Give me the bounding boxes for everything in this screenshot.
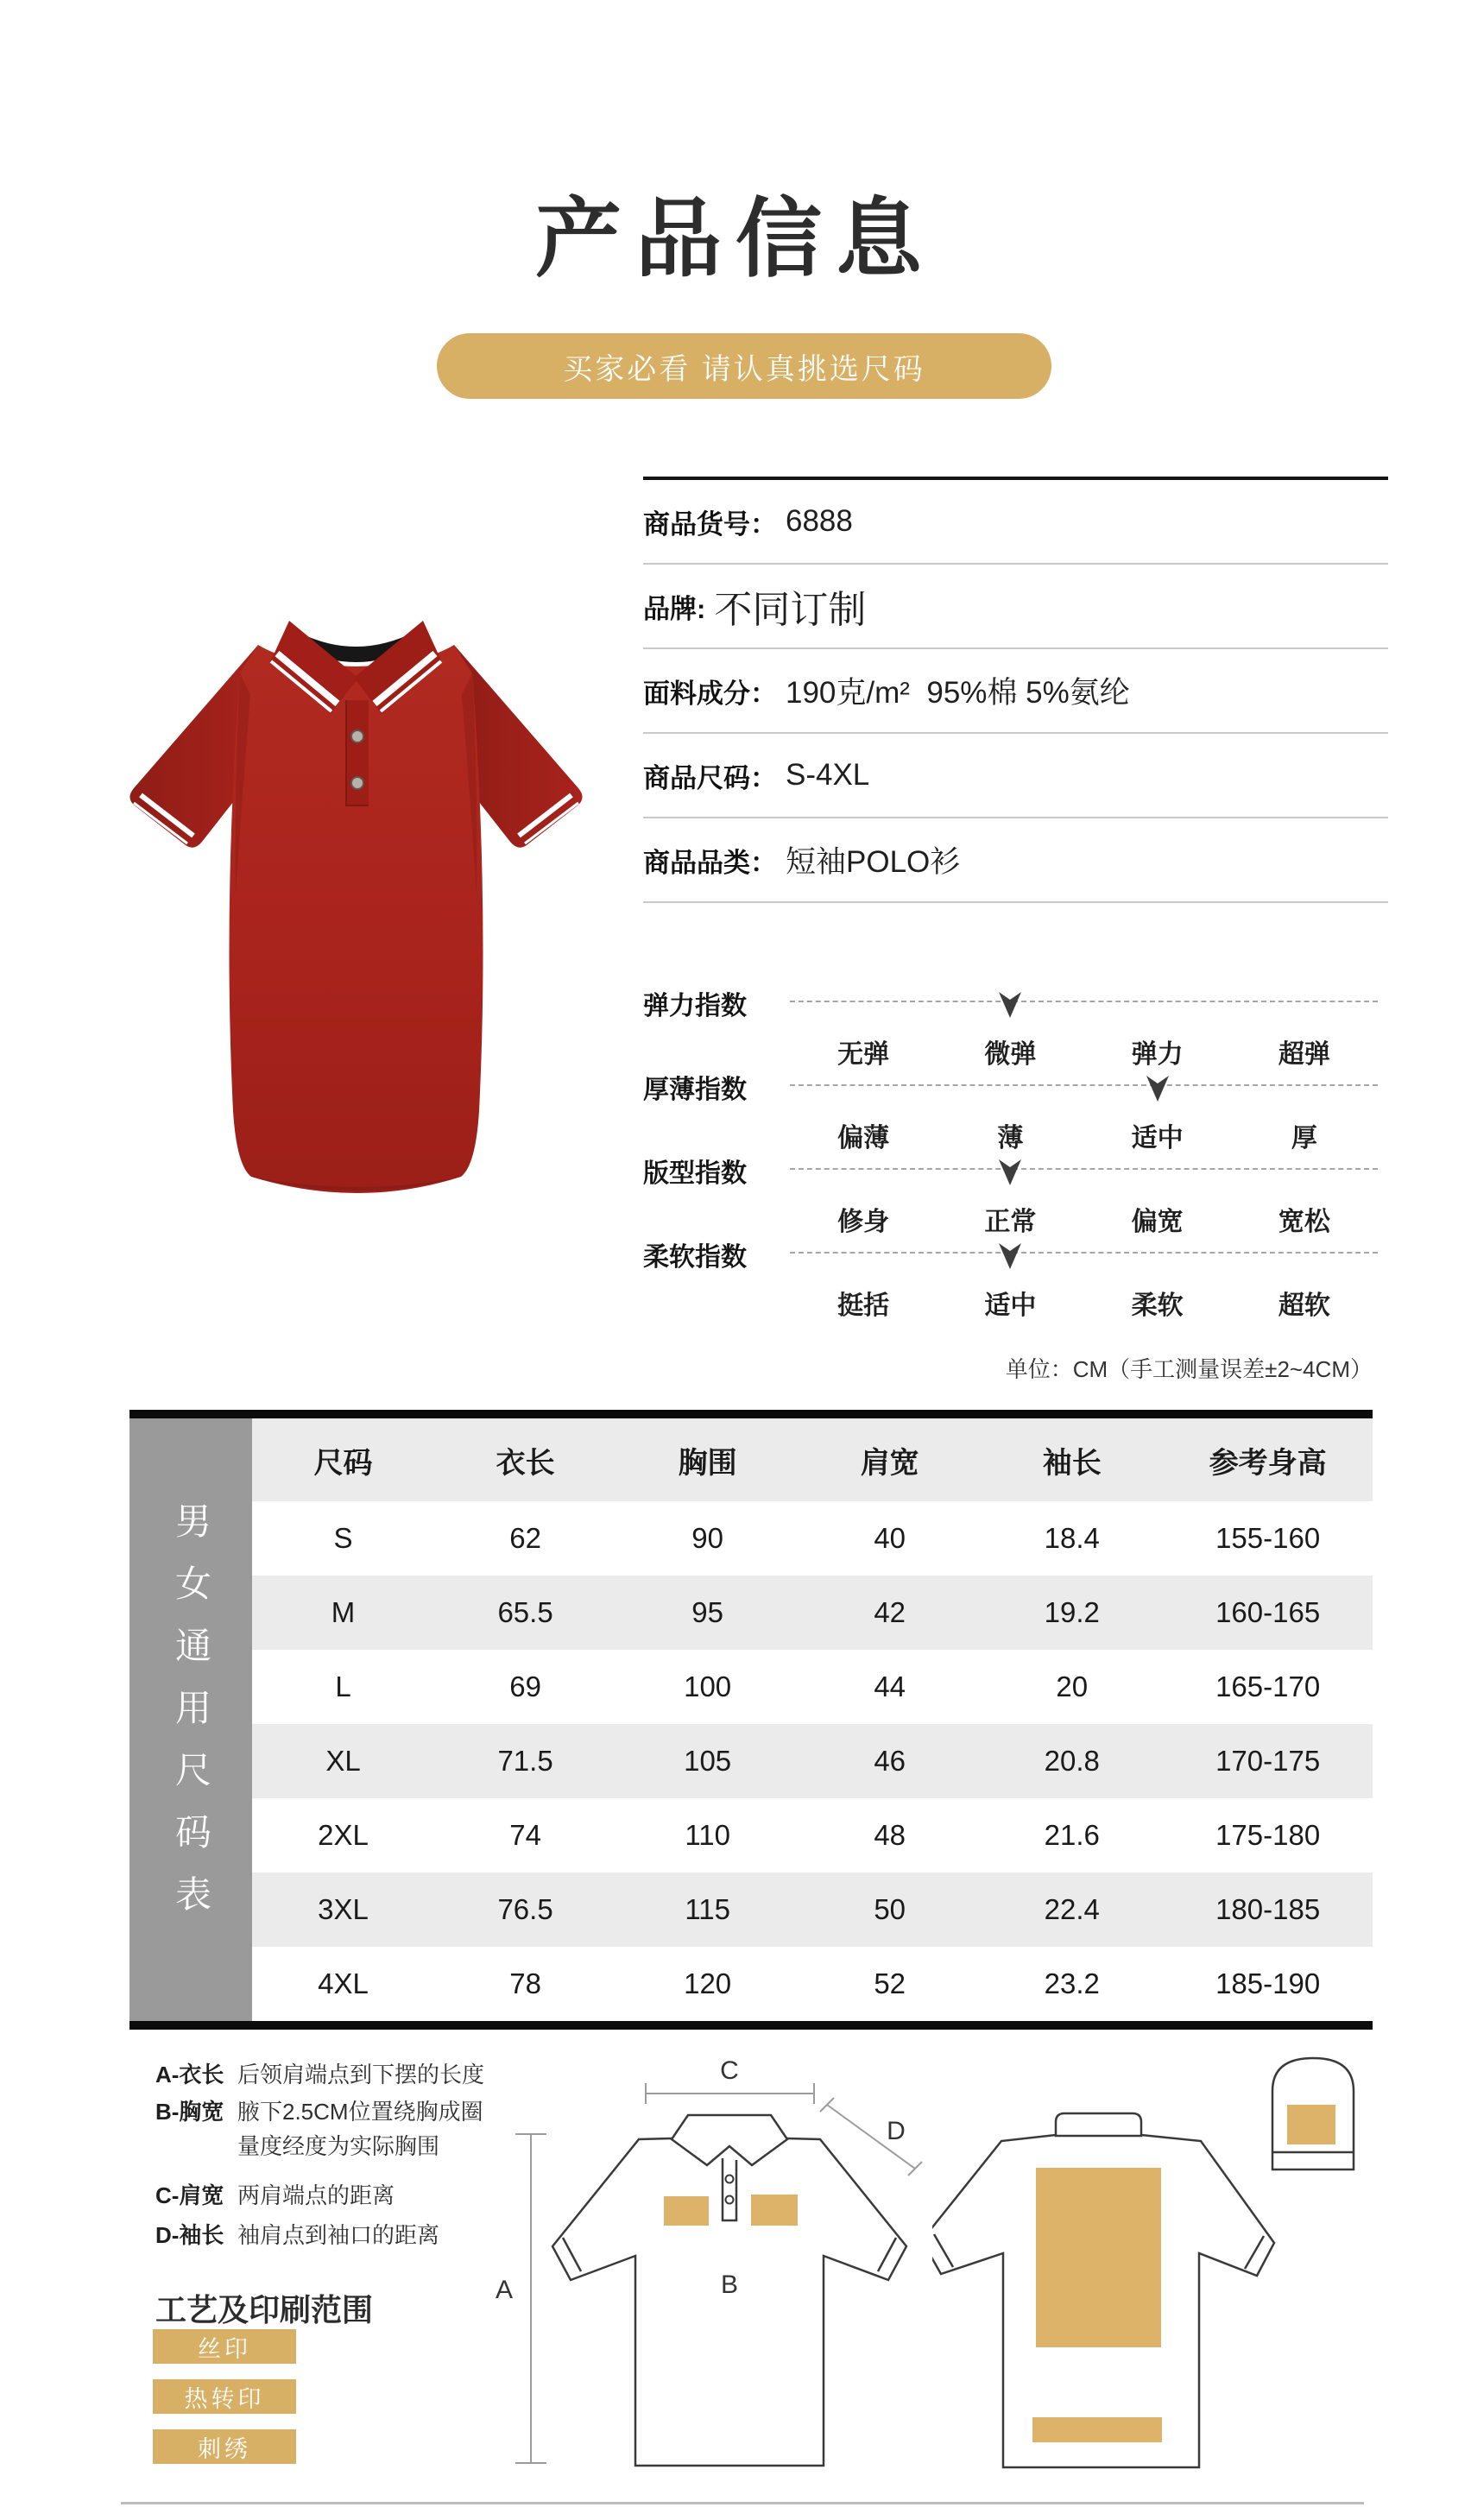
- index-option: 厚: [1291, 1124, 1317, 1153]
- down-arrow-icon: [999, 1243, 1021, 1269]
- index-dashed-track: [790, 1001, 1378, 1002]
- table-row: [252, 1576, 1373, 1650]
- print-area-back: [1036, 2168, 1161, 2347]
- index-option: 微弹: [984, 1040, 1037, 1069]
- index-option: 薄: [997, 1124, 1024, 1153]
- sleeve-cell: 23.2: [1044, 1967, 1100, 1999]
- product-info-panel: [643, 477, 1388, 903]
- index-option: 柔软: [1131, 1292, 1184, 1320]
- index-option: 偏薄: [837, 1124, 890, 1153]
- info-label: 品牌:: [643, 593, 706, 624]
- unit-note: 单位：CM（手工测量误差±2~4CM）: [1005, 1356, 1373, 1382]
- index-option: 超软: [1278, 1292, 1330, 1320]
- chest-cell: 110: [685, 1819, 730, 1851]
- info-row: [643, 649, 1388, 734]
- size-table: [129, 1410, 1373, 2030]
- print-area-chest-left: [664, 2196, 709, 2226]
- info-row: [643, 734, 1388, 818]
- print-area-back-hem: [1032, 2417, 1162, 2442]
- index-option: 适中: [984, 1292, 1037, 1320]
- shoulder-cell: 46: [874, 1745, 906, 1777]
- size-cell: S: [333, 1522, 353, 1554]
- craft-tag: 丝印: [153, 2329, 296, 2364]
- sleeve-cell: 20.8: [1044, 1745, 1100, 1777]
- craft-section-heading: 工艺及印刷范围: [155, 2292, 374, 2327]
- craft-tag: 热转印: [153, 2379, 296, 2414]
- sleeve-cell: 21.6: [1044, 1819, 1100, 1851]
- table-bottom-bar: [129, 2021, 1373, 2030]
- fabric-index-list: [643, 984, 1388, 1319]
- definition-term: A-衣长: [155, 2062, 224, 2087]
- height-cell: 175-180: [1215, 1819, 1321, 1851]
- table-row: [252, 1873, 1373, 1947]
- chest-cell: 115: [685, 1893, 730, 1925]
- height-cell: 185-190: [1215, 1967, 1321, 1999]
- shoulder-cell: 44: [874, 1671, 906, 1702]
- shoulder-cell: 50: [874, 1893, 906, 1925]
- info-value: 不同订制: [714, 589, 867, 631]
- sleeve-cell: 22.4: [1044, 1893, 1100, 1925]
- back-measurement-diagram: [932, 2055, 1364, 2491]
- table-row: [252, 1501, 1373, 1576]
- length-cell: 74: [509, 1819, 541, 1851]
- bottom-divider: [121, 2502, 1364, 2504]
- column-header: 衣长: [496, 1446, 555, 1480]
- index-options: [790, 1284, 1378, 1322]
- info-value: S-4XL: [786, 758, 870, 792]
- size-cell: 4XL: [318, 1967, 369, 1999]
- length-cell: 62: [509, 1522, 541, 1554]
- label-sleeve: D: [887, 2117, 906, 2145]
- index-option: 偏宽: [1131, 1208, 1184, 1236]
- shoulder-cell: 48: [874, 1819, 906, 1851]
- index-label: 厚薄指数: [643, 1076, 747, 1104]
- index-options: [790, 1116, 1378, 1154]
- print-area-chest-right: [751, 2195, 798, 2226]
- size-cell: XL: [325, 1745, 361, 1777]
- print-area-sleeve: [1287, 2105, 1335, 2144]
- table-top-bar: [129, 1410, 1373, 1418]
- size-cell: 3XL: [318, 1893, 369, 1925]
- index-label: 弹力指数: [643, 992, 747, 1020]
- index-row: [643, 1152, 1388, 1235]
- height-cell: 180-185: [1215, 1893, 1321, 1925]
- definition-description: 后领肩端点到下摆的长度: [237, 2062, 485, 2087]
- info-label: 商品货号：: [643, 508, 777, 540]
- length-cell: 78: [509, 1967, 541, 1999]
- index-option: 宽松: [1278, 1208, 1330, 1236]
- chest-cell: 95: [691, 1596, 723, 1628]
- info-label: 面料成分：: [643, 678, 777, 709]
- chest-cell: 120: [684, 1967, 732, 1999]
- down-arrow-icon: [999, 992, 1021, 1018]
- sleeve-cell: 19.2: [1044, 1596, 1100, 1628]
- definition-row: [155, 2094, 483, 2163]
- definition-description: 腋下2.5CM位置绕胸成圈 量度经度为实际胸围: [237, 2099, 483, 2159]
- chest-cell: 100: [684, 1671, 732, 1702]
- sleeve-cell: 18.4: [1044, 1522, 1100, 1554]
- shoulder-cell: 42: [874, 1596, 906, 1628]
- notice-banner-text: 买家必看 请认真挑选尺码: [563, 352, 925, 386]
- definition-row: [155, 2057, 484, 2092]
- label-chest: B: [720, 2271, 739, 2299]
- definition-term: B-胸宽: [155, 2099, 224, 2125]
- index-row: [643, 984, 1388, 1068]
- product-photo: [73, 531, 639, 1217]
- height-cell: 160-165: [1215, 1596, 1321, 1628]
- info-row: [643, 818, 1388, 903]
- info-value: 190克/m² 95%棉 5%氨纶: [786, 676, 1130, 710]
- info-label: 商品品类：: [643, 847, 777, 878]
- front-measurement-diagram: [483, 2055, 1001, 2491]
- index-options: [790, 1033, 1378, 1071]
- craft-tag: 刺绣: [153, 2429, 296, 2464]
- definition-term: C-肩宽: [155, 2182, 224, 2208]
- table-row: [252, 1947, 1373, 2021]
- length-cell: 71.5: [497, 1745, 553, 1777]
- length-cell: 69: [509, 1671, 541, 1702]
- notice-banner: [437, 333, 1051, 399]
- page-title: 产品信息: [535, 191, 936, 287]
- index-option: 适中: [1131, 1124, 1184, 1153]
- size-cell: 2XL: [318, 1819, 369, 1851]
- down-arrow-icon: [999, 1159, 1021, 1185]
- index-options: [790, 1200, 1378, 1238]
- red-polo-illustration: [73, 531, 639, 1217]
- info-value: 短袖POLO衫: [786, 845, 961, 879]
- label-shoulder: C: [720, 2056, 739, 2085]
- index-option: 超弹: [1278, 1040, 1330, 1069]
- index-option: 弹力: [1131, 1040, 1184, 1069]
- craft-tag-list: [153, 2329, 296, 2479]
- info-row: [643, 480, 1388, 565]
- column-header: 参考身高: [1209, 1446, 1327, 1480]
- column-header: 胸围: [678, 1446, 737, 1480]
- definition-description: 两肩端点的距离: [237, 2182, 395, 2208]
- index-dashed-track: [790, 1084, 1378, 1086]
- index-option: 挺括: [837, 1292, 890, 1320]
- index-dashed-track: [790, 1168, 1378, 1170]
- definition-term: D-袖长: [155, 2222, 224, 2248]
- height-cell: 165-170: [1215, 1671, 1321, 1702]
- size-cell: L: [335, 1671, 351, 1702]
- shoulder-cell: 52: [874, 1967, 906, 1999]
- index-label: 版型指数: [643, 1159, 747, 1188]
- length-cell: 65.5: [497, 1596, 553, 1628]
- index-dashed-track: [790, 1252, 1378, 1254]
- table-header-row: [252, 1418, 1373, 1501]
- shoulder-cell: 40: [874, 1522, 906, 1554]
- definition-row: [155, 2178, 395, 2213]
- info-row: [643, 565, 1388, 649]
- column-header: 肩宽: [860, 1446, 919, 1480]
- index-option: 无弹: [837, 1040, 890, 1069]
- info-value: 6888: [786, 504, 853, 538]
- size-cell: M: [331, 1596, 356, 1628]
- index-row: [643, 1235, 1388, 1319]
- chest-cell: 90: [691, 1522, 723, 1554]
- index-option: 修身: [837, 1208, 890, 1236]
- index-label: 柔软指数: [643, 1243, 747, 1272]
- down-arrow-icon: [1146, 1076, 1169, 1102]
- index-row: [643, 1068, 1388, 1152]
- label-length: A: [495, 2276, 514, 2304]
- length-cell: 76.5: [497, 1893, 553, 1925]
- table-row: [252, 1650, 1373, 1724]
- column-header: 袖长: [1042, 1446, 1102, 1480]
- definition-row: [155, 2218, 439, 2252]
- table-side-strip: [129, 1418, 252, 2021]
- table-row: [252, 1724, 1373, 1798]
- table-side-label: 男女通用尺码表: [171, 1502, 211, 1937]
- info-label: 商品尺码：: [643, 762, 777, 793]
- height-cell: 155-160: [1215, 1522, 1321, 1554]
- chest-cell: 105: [684, 1745, 732, 1777]
- table-row: [252, 1798, 1373, 1873]
- definition-description: 袖肩点到袖口的距离: [237, 2222, 440, 2248]
- column-header: 尺码: [313, 1446, 373, 1480]
- sleeve-cell: 20: [1056, 1671, 1089, 1702]
- index-option: 正常: [984, 1208, 1037, 1236]
- height-cell: 170-175: [1215, 1745, 1321, 1777]
